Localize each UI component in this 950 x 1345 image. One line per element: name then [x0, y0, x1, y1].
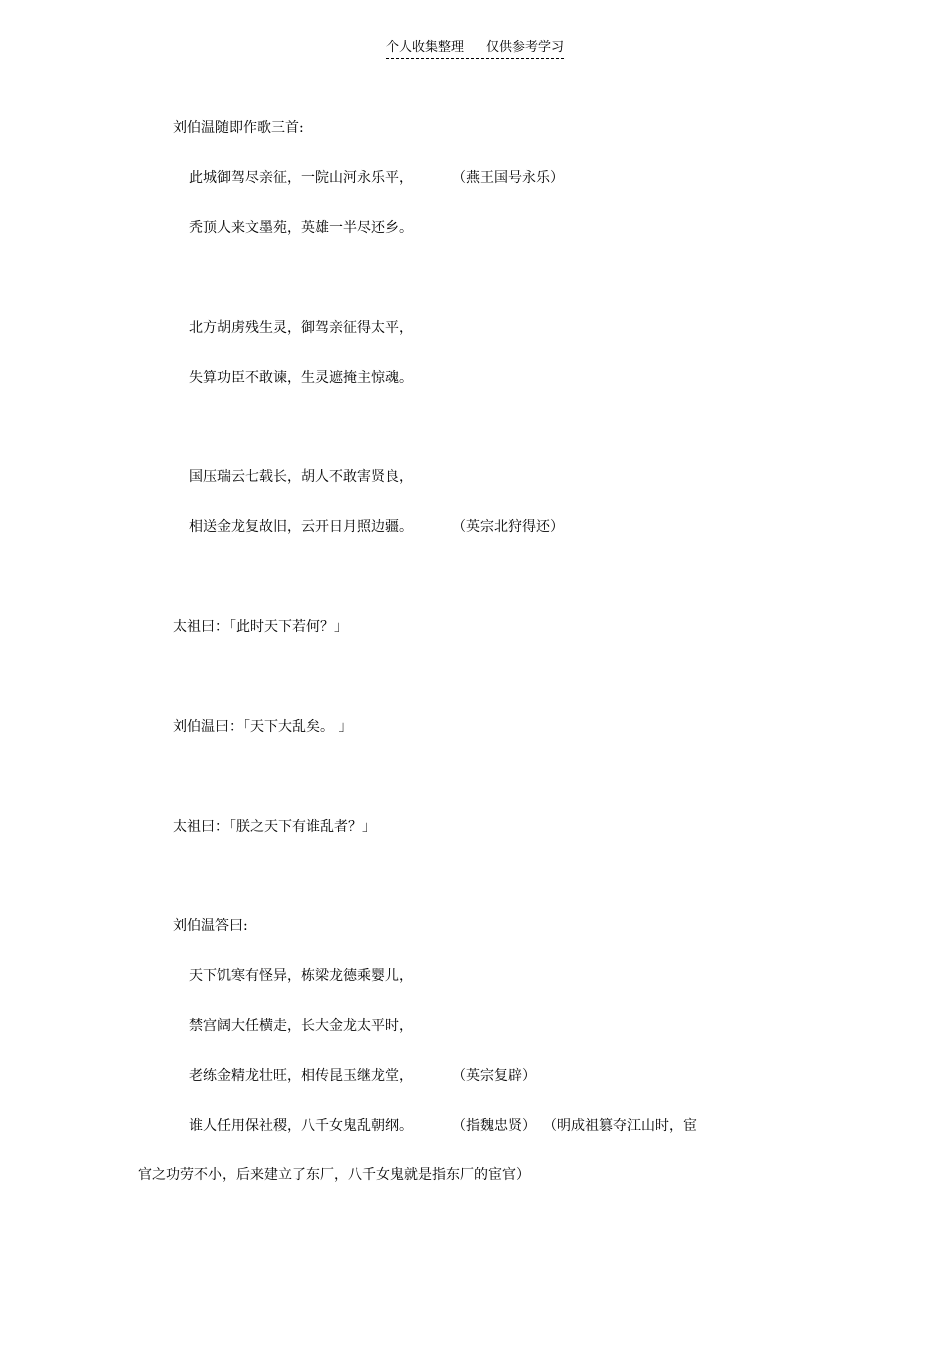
page-header	[0, 38, 950, 59]
dialogue-liu-2: 刘伯温答曰:	[173, 918, 248, 934]
answer-line1: 天下饥寒有怪异，栋梁龙德乘婴儿，	[189, 968, 413, 984]
header-left-text: 个人收集整理	[385, 40, 464, 55]
answer-note1: （英宗复辟）	[452, 1068, 536, 1084]
answer-line4: 谁人任用保社稷，八千女鬼乱朝纲。	[189, 1118, 413, 1134]
poem3-line2: 相送金龙复故旧，云开日月照边疆。	[189, 519, 413, 535]
answer-note3: （明成祖篡夺江山时，宦	[543, 1118, 697, 1134]
dialogue-liu-1: 刘伯温曰：「天下大乱矣。 」	[173, 719, 353, 735]
answer-line3: 老练金精龙壮旺，相传昆玉继龙堂，	[189, 1068, 413, 1084]
poem3-note: （英宗北狩得还）	[452, 519, 564, 535]
answer-note2: （指魏忠贤）	[452, 1118, 536, 1134]
dialogue-taizu-1: 太祖曰：「此时天下若何？」	[173, 619, 348, 635]
poem3-line1: 国压瑞云七载长，胡人不敢害贤良，	[189, 469, 413, 485]
intro-line: 刘伯温随即作歌三首:	[173, 120, 304, 136]
answer-line2: 禁宫阔大任横走，长大金龙太平时，	[189, 1018, 413, 1034]
dialogue-taizu-2: 太祖曰：「朕之天下有谁乱者？」	[173, 819, 376, 835]
header-right-text: 仅供参考学习	[486, 40, 565, 55]
poem1-line2: 秃顶人来文墨苑，英雄一半尽还乡。	[189, 220, 413, 236]
poem1-line1: 此城御驾尽亲征，一院山河永乐平，	[189, 170, 413, 186]
poem2-line2: 失算功臣不敢谏，生灵遮掩主惊魂。	[189, 370, 413, 386]
poem1-note: （燕王国号永乐）	[452, 170, 564, 186]
header-underlined-text	[386, 38, 564, 59]
poem2-line1: 北方胡虏残生灵，御驾亲征得太平，	[189, 320, 413, 336]
answer-line5: 官之功劳不小，后来建立了东厂，八千女鬼就是指东厂的宦官）	[138, 1167, 530, 1183]
